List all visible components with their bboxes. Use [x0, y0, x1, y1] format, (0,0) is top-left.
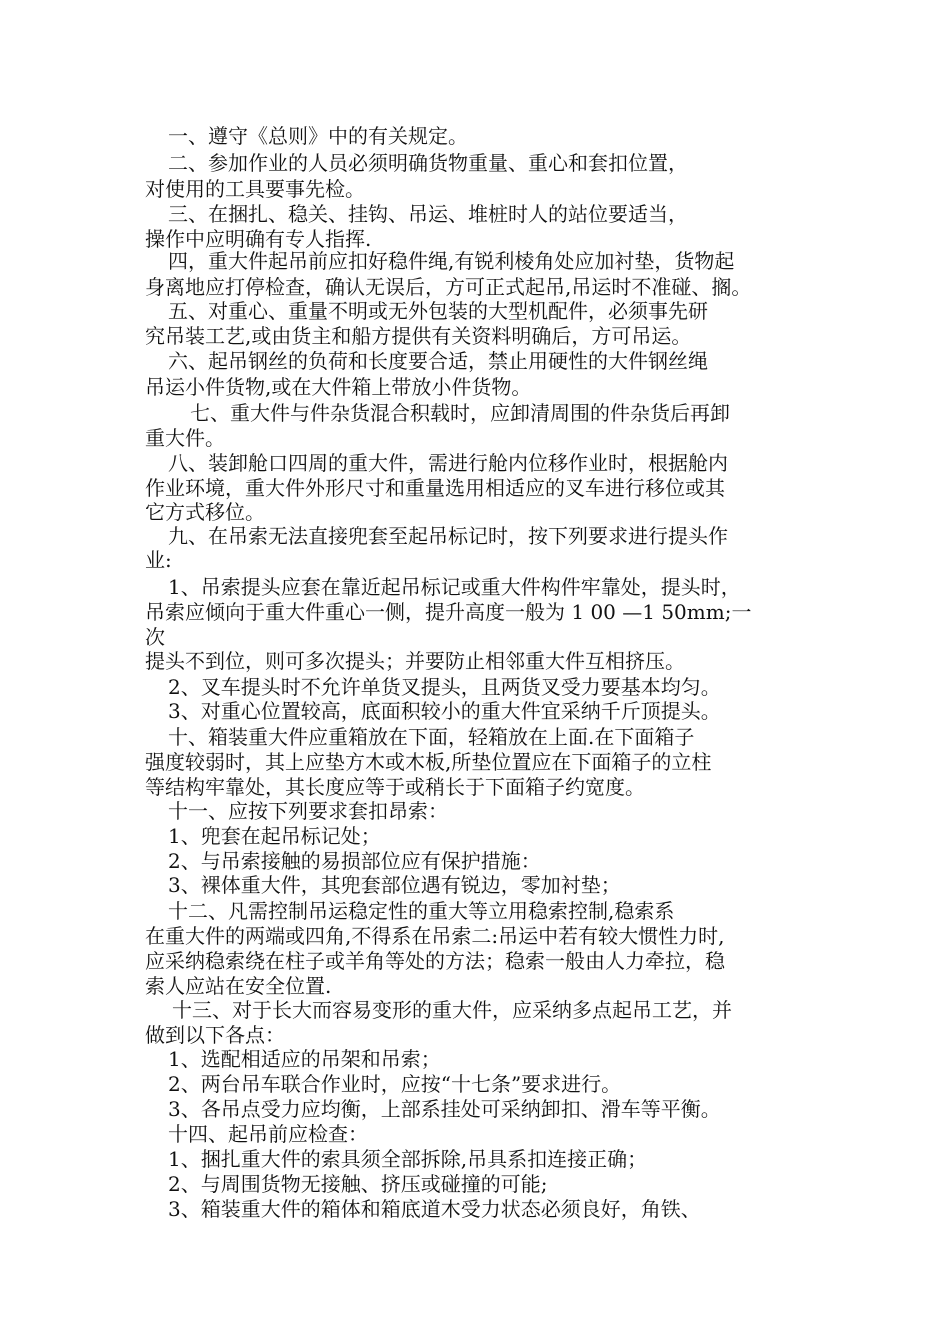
text-line: 重大件。 [145, 426, 225, 450]
text-line: 3、各吊点受力应均衡，上部系挂处可采纳卸扣、滑车等平衡。 [168, 1097, 721, 1121]
text-line: 六、起吊钢丝的负荷和长度要合适，禁止用硬性的大件钢丝绳 [168, 349, 708, 373]
text-line: 索人应站在安全位置. [145, 974, 332, 998]
text-line: 业: [145, 548, 172, 572]
text-line: 七、重大件与件杂货混合积载时，应卸清周围的件杂货后再卸 [190, 401, 730, 425]
text-line: 1、吊索提头应套在靠近起吊标记或重大件构件牢靠处，提头时， [168, 575, 741, 599]
text-line: 提头不到位，则可多次提头；并要防止相邻重大件互相挤压。 [145, 649, 685, 673]
text-line: 五、对重心、重量不明或无外包装的大型机配件，必须事先研 [168, 299, 708, 323]
text-line: 一、遵守《总则》中的有关规定。 [168, 124, 468, 148]
text-line: 在重大件的两端或四角,不得系在吊索二:吊运中若有较大惯性力时, [145, 924, 725, 948]
text-line: 八、装卸舱口四周的重大件，需进行舱内位移作业时，根据舱内 [168, 451, 728, 475]
text-line: 1、捆扎重大件的索具须全部拆除,吊具系扣连接正确； [168, 1147, 648, 1171]
text-line: 三、在捆扎、稳关、挂钩、吊运、堆桩时人的站位要适当， [168, 202, 688, 226]
text-line: 它方式移位。 [145, 500, 265, 524]
text-line: 次 [145, 625, 165, 649]
text-line: 2、与周围货物无接触、挤压或碰撞的可能; [168, 1172, 548, 1196]
text-line: 吊运小件货物,或在大件箱上带放小件货物。 [145, 375, 532, 399]
text-line: 十二、凡需控制吊运稳定性的重大等立用稳索控制,稳索系 [168, 899, 675, 923]
text-line: 二、参加作业的人员必须明确货物重量、重心和套扣位置， [168, 151, 688, 175]
text-line: 十、箱装重大件应重箱放在下面，轻箱放在上面.在下面箱子 [168, 725, 695, 749]
text-line: 2、两台吊车联合作业时，应按“十七条”要求进行。 [168, 1072, 622, 1096]
text-line: 2、与吊索接触的易损部位应有保护措施： [168, 849, 541, 873]
text-line: 十一、应按下列要求套扣昂索： [168, 799, 448, 823]
text-line: 作业环境，重大件外形尺寸和重量选用相适应的叉车进行移位或其 [145, 476, 725, 500]
text-line: 3、裸体重大件，其兜套部位遇有锐边，零加衬垫； [168, 873, 621, 897]
text-line: 等结构牢靠处，其长度应等于或稍长于下面箱子约宽度。 [145, 775, 645, 799]
text-line: 九、在吊索无法直接兜套至起吊标记时，按下列要求进行提头作 [168, 524, 728, 548]
text-line: 强度较弱时，其上应垫方木或木板,所垫位置应在下面箱子的立柱 [145, 750, 712, 774]
text-line: 十四、起吊前应检查： [168, 1122, 368, 1146]
text-line: 对使用的工具要事先检。 [145, 177, 365, 201]
text-line: 身离地应打停检查，确认无误后，方可正式起吊,吊运时不准碰、搁。 [145, 275, 752, 299]
text-line: 做到以下各点： [145, 1023, 285, 1047]
text-line: 吊索应倾向于重大件重心一侧，提升高度一般为 1 00 —1 50mm;一 [145, 600, 752, 624]
text-line: 十三、对于长大而容易变形的重大件，应采纳多点起吊工艺，并 [172, 998, 732, 1022]
text-line: 操作中应明确有专人指挥. [145, 227, 372, 251]
text-line: 3、对重心位置较高，底面积较小的重大件宜采纳千斤顶提头。 [168, 699, 721, 723]
text-line: 3、箱装重大件的箱体和箱底道木受力状态必须良好，角铁、 [168, 1197, 701, 1221]
text-line: 1、选配相适应的吊架和吊索； [168, 1047, 441, 1071]
text-line: 2、叉车提头时不允许单货叉提头，且两货叉受力要基本均匀。 [168, 675, 721, 699]
text-line: 究吊装工艺,或由货主和船方提供有关资料明确后，方可吊运。 [145, 324, 692, 348]
text-line: 四，重大件起吊前应扣好稳件绳,有锐利棱角处应加衬垫，货物起 [168, 249, 735, 273]
text-line: 1、兜套在起吊标记处； [168, 824, 381, 848]
text-line: 应采纳稳索绕在柱子或羊角等处的方法；稳索一般由人力牵拉，稳 [145, 949, 725, 973]
